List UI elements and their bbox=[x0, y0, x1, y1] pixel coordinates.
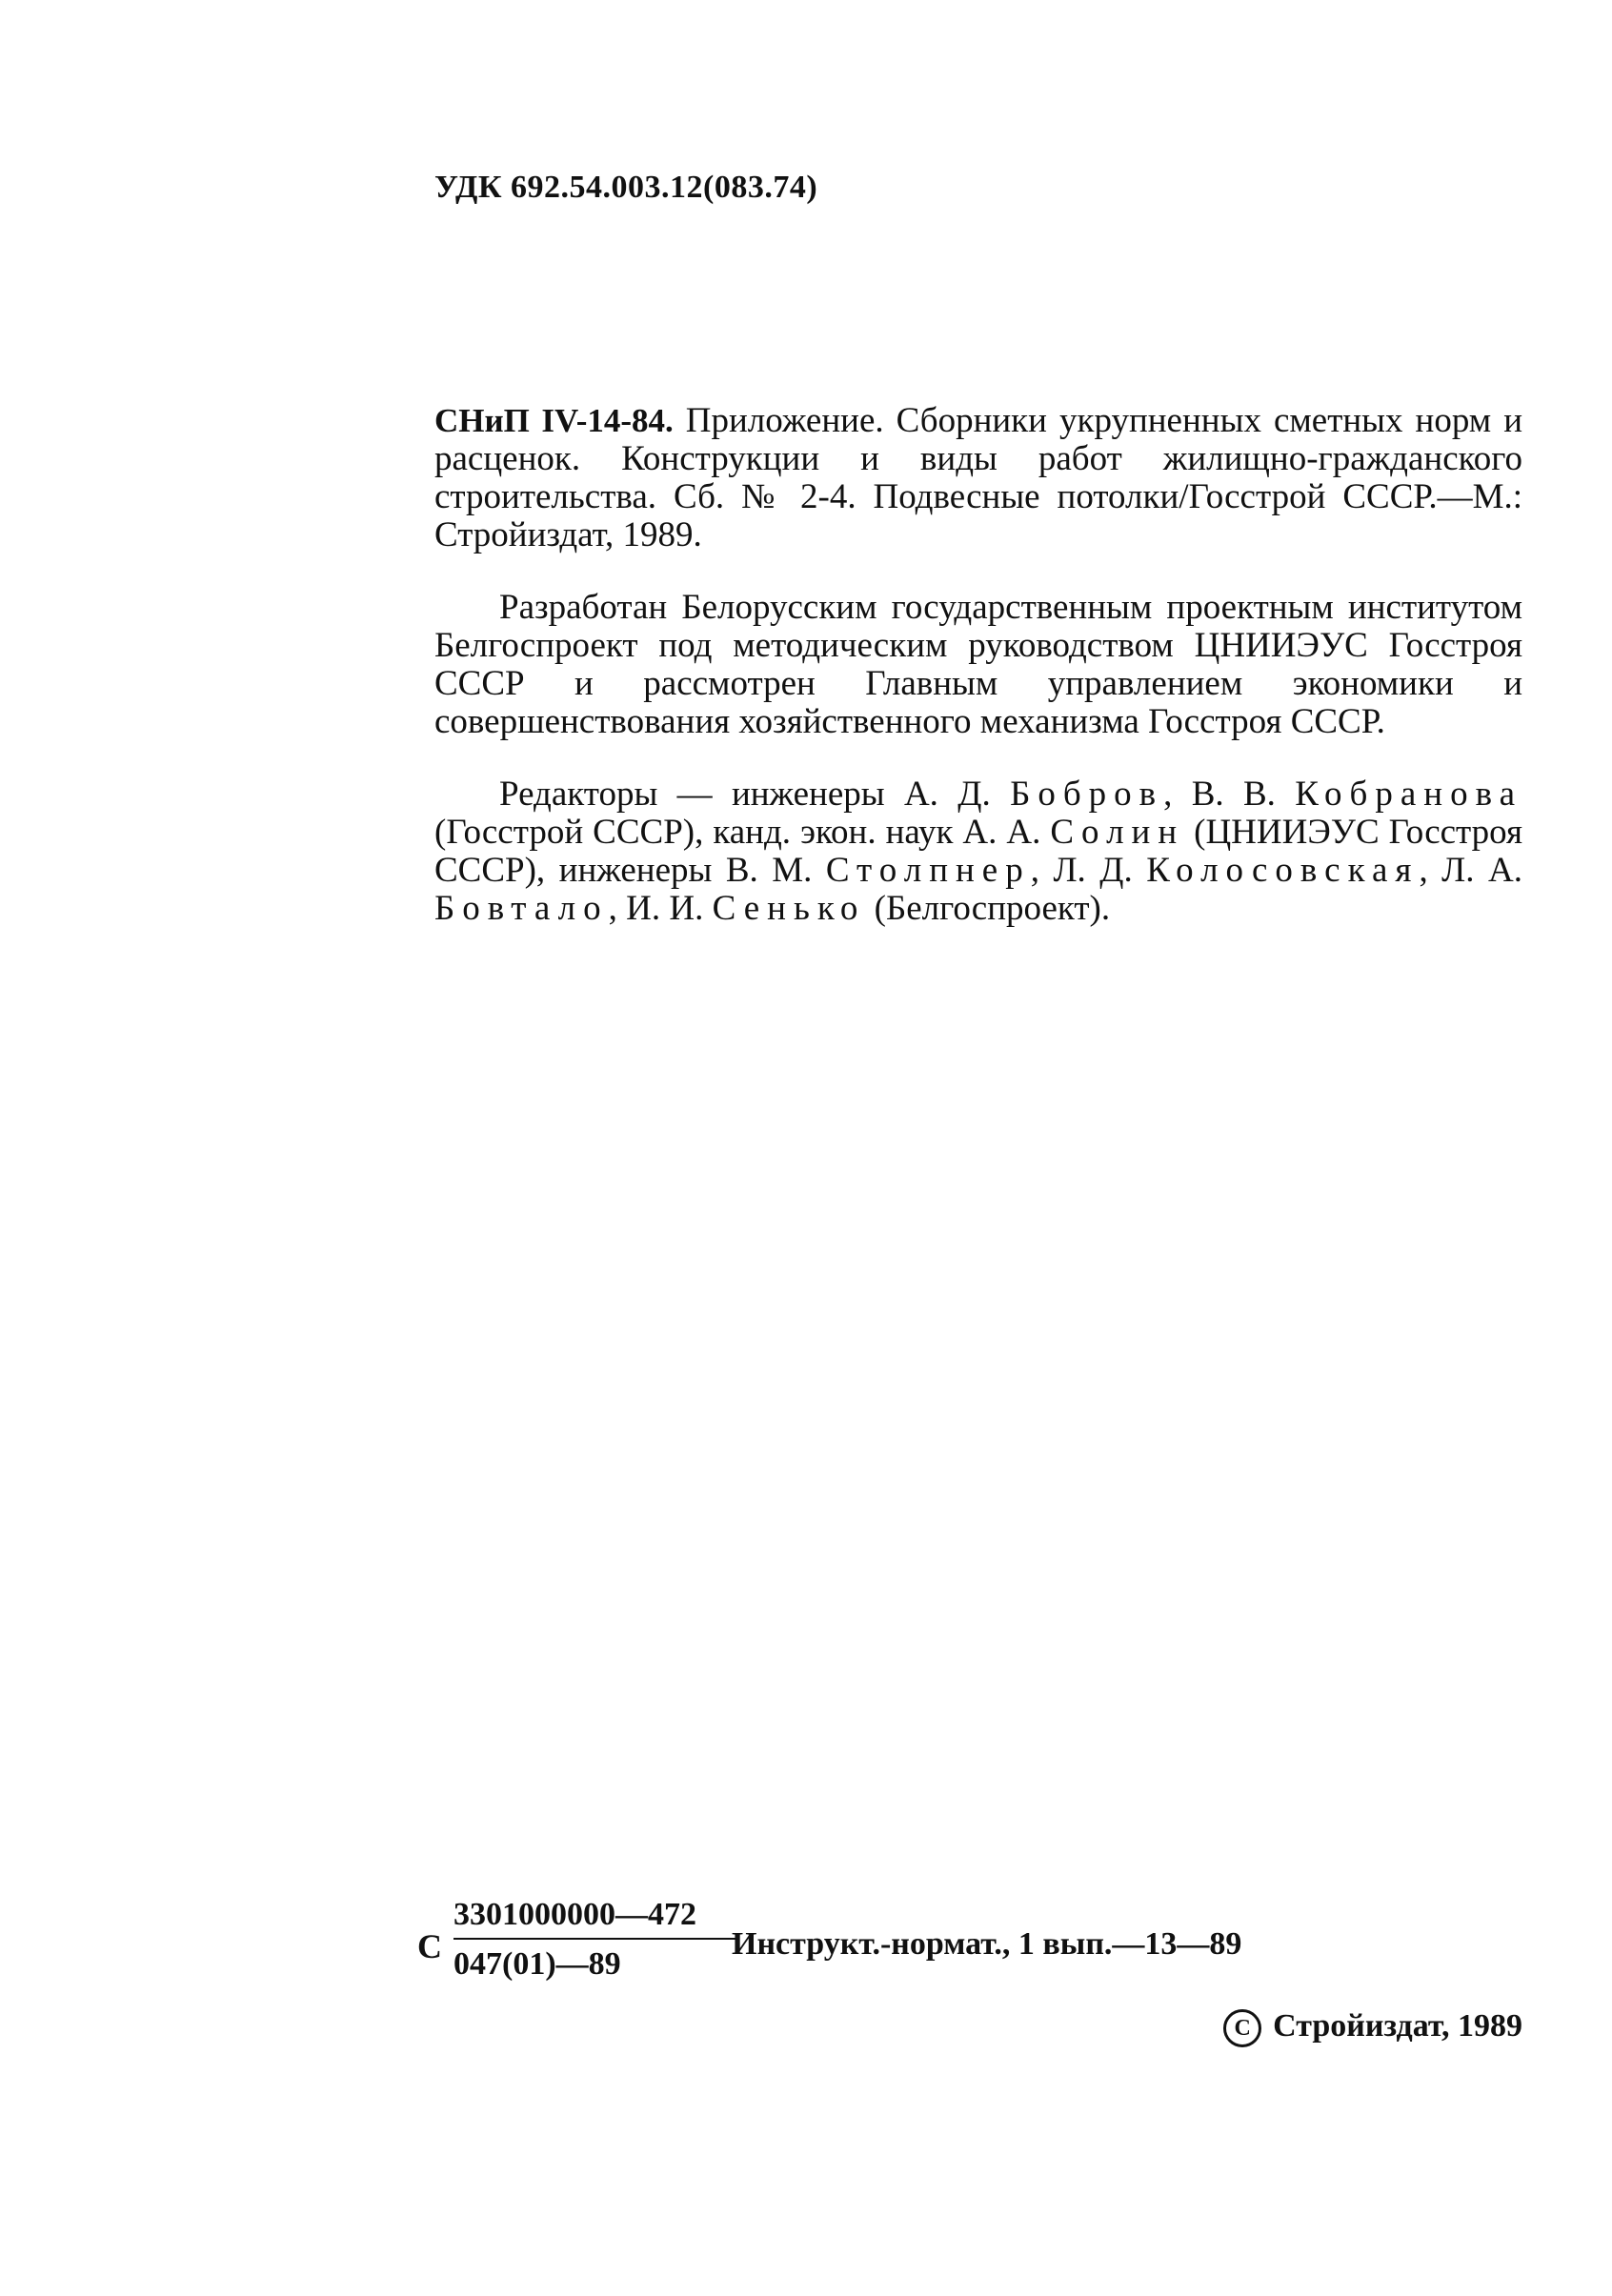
index-fraction bbox=[453, 1896, 751, 1984]
editors-text-2: , В. В. bbox=[1163, 775, 1296, 814]
editor-name-6: Бовтало bbox=[434, 889, 609, 928]
editor-name-2: Кобранова bbox=[1295, 775, 1523, 814]
editors-text-1: Редакторы — инженеры А. Д. bbox=[499, 775, 1011, 814]
fraction-line bbox=[453, 1938, 739, 1940]
editors-text-8: (Белгоспроект). bbox=[865, 889, 1111, 928]
bibliographic-paragraph bbox=[434, 402, 1522, 554]
editors-text-7: , И. И. bbox=[608, 889, 713, 928]
index-prefix: С bbox=[417, 1927, 442, 1965]
editors-text-3: (Госстрой СССР), канд. экон. наук А. А. bbox=[434, 813, 1051, 852]
editor-name-4: Столпнер bbox=[825, 851, 1031, 890]
editor-name-3: Солин bbox=[1050, 813, 1185, 852]
copyright-text: Стройиздат, 1989 bbox=[1273, 2008, 1522, 2044]
editors-text-5: , Л. Д. bbox=[1030, 851, 1147, 890]
editor-name-7: Сенько bbox=[712, 889, 866, 928]
index-numerator: 3301000000—472 bbox=[453, 1897, 696, 1932]
snip-code: СНиП IV-14-84. bbox=[434, 402, 674, 439]
editor-name-1: Бобров bbox=[1010, 775, 1164, 814]
editors-paragraph bbox=[434, 775, 1522, 928]
developer-note bbox=[434, 589, 1522, 741]
editors-text-4: (ЦНИИЭУС Госстроя СССР), инженеры В. М. bbox=[434, 813, 1522, 890]
bibliographic-text: Приложение. Сборники укрупненных сметных норм и расценок. Конструкции и виды работ жилищно-гражданского строительства. Сб. № 2-4. Подвесные потолки/Госстрой СССР.—М.: Стройиздат, 1989. bbox=[434, 401, 1523, 554]
copyright-icon: C bbox=[1223, 2009, 1261, 2047]
developer-paragraph: Разработан Белорусским государственным проектным институтом Белгоспроект под методическим руководством ЦНИИЭУС Госстроя СССР и рассмотрен Главным управлением экономики и совершенствования хозяйственного механизма Госстроя СССР. bbox=[434, 588, 1522, 741]
udk-code: УДК 692.54.003.12(083.74) bbox=[434, 170, 818, 205]
copyright-line bbox=[1223, 2008, 1522, 2047]
editors-note bbox=[434, 775, 1522, 928]
editor-name-5: Колосовская bbox=[1146, 851, 1420, 890]
editors-text-6: , Л. А. bbox=[1419, 851, 1522, 890]
imprint-footer bbox=[417, 1896, 1522, 2048]
instruction-note: Инструкт.-нормат., 1 вып.—13—89 bbox=[732, 1926, 1242, 1962]
index-denominator: 047(01)—89 bbox=[453, 1946, 621, 1982]
bibliographic-description bbox=[434, 402, 1522, 554]
